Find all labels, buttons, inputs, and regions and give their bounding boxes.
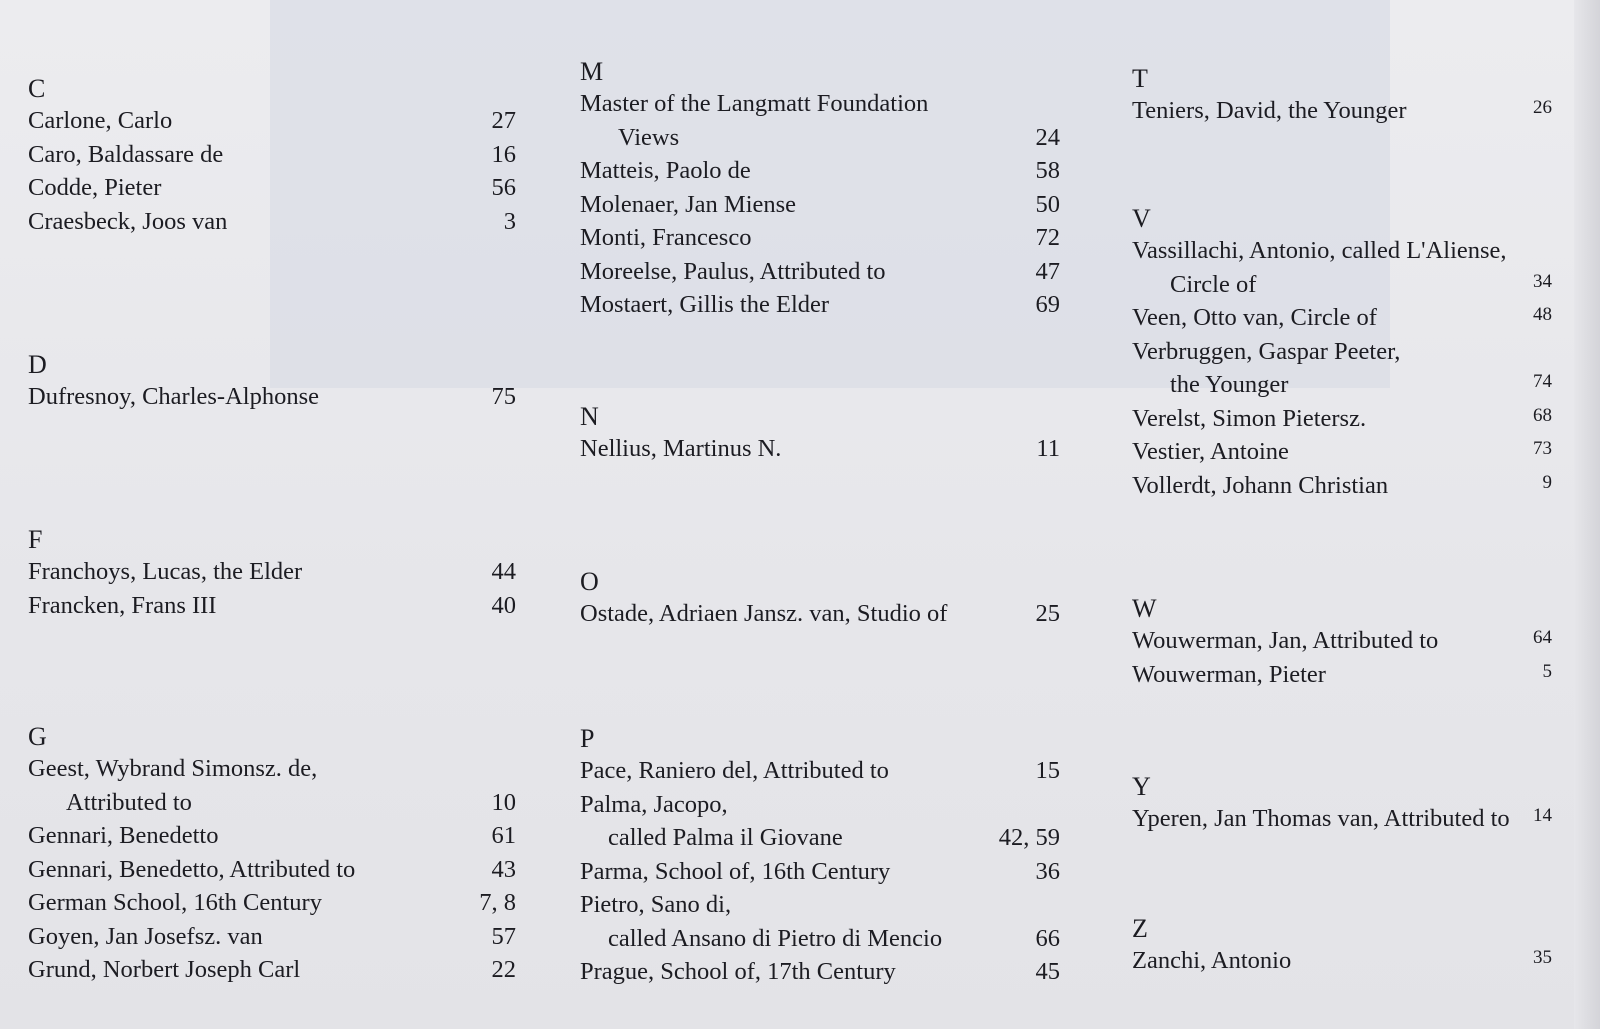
entry-name: Gennari, Benedetto <box>28 822 219 849</box>
entry-name: Teniers, David, the Younger <box>1132 97 1407 124</box>
entry-page-numbers: 73 <box>1533 438 1552 459</box>
index-entry <box>580 87 1060 121</box>
entry-page-numbers: 64 <box>1533 627 1552 648</box>
index-entry <box>28 589 516 623</box>
section-letter: Y <box>1132 772 1151 801</box>
entry-page-numbers: 24 <box>1035 123 1060 151</box>
entry-page-numbers: 56 <box>491 174 516 201</box>
index-entry <box>580 154 1060 188</box>
index-section <box>1132 594 1552 691</box>
index-entry <box>1132 469 1552 503</box>
index-entry <box>28 752 516 786</box>
index-entry <box>580 855 1060 889</box>
index-section <box>28 350 516 414</box>
index-entry <box>580 788 1060 822</box>
entry-name: Zanchi, Antonio <box>1132 947 1292 974</box>
section-letter: O <box>580 567 599 596</box>
index-entry <box>580 888 1060 922</box>
index-entry <box>28 786 516 820</box>
entry-name: Goyen, Jan Josefsz. van <box>28 922 263 950</box>
index-entry <box>1132 94 1552 128</box>
entry-page-numbers: 27 <box>491 107 516 134</box>
index-section <box>28 74 516 238</box>
entry-name: Codde, Pieter <box>28 174 162 201</box>
index-entry <box>1132 802 1552 836</box>
index-entry <box>580 597 1060 631</box>
entry-name: Franchoys, Lucas, the Elder <box>28 558 303 585</box>
index-section <box>28 722 516 987</box>
index-entry <box>1132 335 1552 369</box>
index-entry <box>580 121 1060 155</box>
entry-page-numbers: 68 <box>1533 404 1552 426</box>
entry-name: Verelst, Simon Pietersz. <box>1132 404 1367 432</box>
entry-name: Parma, School of, 16th Century <box>580 857 891 885</box>
section-letter: C <box>28 74 46 103</box>
entry-name: Moreelse, Paulus, Attributed to <box>580 257 886 285</box>
section-letter: N <box>580 402 599 431</box>
index-section <box>1132 914 1552 978</box>
entry-page-numbers: 47 <box>1035 257 1060 285</box>
index-entry <box>28 886 516 920</box>
index-entry <box>580 255 1060 289</box>
index-section <box>580 402 1060 466</box>
index-entry <box>580 955 1060 989</box>
index-entry <box>1132 658 1552 692</box>
section-letter: W <box>1132 594 1157 623</box>
entry-page-numbers: 5 <box>1542 660 1552 682</box>
entry-page-numbers: 61 <box>491 822 516 849</box>
entry-name: Palma, Jacopo, <box>580 790 728 818</box>
entry-page-numbers: 3 <box>503 207 516 235</box>
entry-page-numbers: 74 <box>1533 371 1552 392</box>
index-entry <box>28 819 516 853</box>
entry-page-numbers: 45 <box>1035 958 1060 985</box>
section-letter: V <box>1132 204 1151 233</box>
index-section <box>580 567 1060 631</box>
index-entry <box>1132 234 1552 268</box>
entry-page-numbers: 7, 8 <box>479 889 516 916</box>
entry-name: Vestier, Antoine <box>1132 438 1289 465</box>
entry-name: the Younger <box>1170 371 1289 398</box>
entry-name: Pietro, Sano di, <box>580 891 732 918</box>
entry-page-numbers: 66 <box>1035 924 1060 952</box>
index-entry <box>580 188 1060 222</box>
entry-name: Caro, Baldassare de <box>28 140 224 168</box>
entry-name: Attributed to <box>66 788 192 816</box>
index-entry <box>28 104 516 138</box>
entry-page-numbers: 14 <box>1533 805 1552 826</box>
index-entry <box>28 920 516 954</box>
entry-name: Pace, Raniero del, Attributed to <box>580 757 889 784</box>
entry-page-numbers: 10 <box>491 788 516 816</box>
index-entry <box>28 555 516 589</box>
entry-page-numbers: 57 <box>491 922 516 950</box>
entry-name: Francken, Frans III <box>28 591 217 619</box>
entry-name: Yperen, Jan Thomas van, Attributed to <box>1132 805 1510 832</box>
entry-page-numbers: 75 <box>491 383 516 410</box>
entry-name: Gennari, Benedetto, Attributed to <box>28 855 356 883</box>
section-letter: G <box>28 722 47 751</box>
entry-name: called Ansano di Pietro di Mencio <box>608 924 943 952</box>
entry-name: Prague, School of, 17th Century <box>580 958 896 985</box>
entry-name: Nellius, Martinus N. <box>580 435 782 462</box>
index-entry <box>580 221 1060 255</box>
index-entry <box>580 288 1060 322</box>
entry-name: Mostaert, Gillis the Elder <box>580 291 830 318</box>
entry-name: Matteis, Paolo de <box>580 157 751 184</box>
index-entry <box>1132 624 1552 658</box>
index-entry <box>1132 368 1552 402</box>
entry-page-numbers: 9 <box>1542 471 1552 493</box>
entry-name: Dufresnoy, Charles-Alphonse <box>28 383 319 410</box>
index-entry <box>28 171 516 205</box>
entry-name: German School, 16th Century <box>28 889 322 916</box>
entry-name: Monti, Francesco <box>580 224 752 251</box>
index-entry <box>580 754 1060 788</box>
index-entry <box>1132 268 1552 302</box>
index-section <box>580 57 1060 322</box>
entry-page-numbers: 16 <box>491 140 516 168</box>
page-edge-shadow <box>1574 0 1600 1029</box>
index-entry <box>1132 435 1552 469</box>
entry-name: Veen, Otto van, Circle of <box>1132 304 1377 331</box>
entry-name: Grund, Norbert Joseph Carl <box>28 956 301 983</box>
index-section <box>1132 772 1552 836</box>
section-letter: M <box>580 57 604 86</box>
index-section <box>1132 204 1552 502</box>
entry-name: Vassillachi, Antonio, called L'Aliense, <box>1132 237 1507 264</box>
index-entry <box>1132 402 1552 436</box>
index-entry <box>1132 944 1552 978</box>
index-entry <box>28 205 516 239</box>
index-entry <box>28 138 516 172</box>
index-entry <box>28 953 516 987</box>
index-section <box>1132 64 1552 128</box>
entry-page-numbers: 40 <box>491 591 516 619</box>
entry-page-numbers: 22 <box>491 956 516 983</box>
entry-page-numbers: 25 <box>1035 600 1060 627</box>
section-letter: Z <box>1132 914 1148 943</box>
entry-page-numbers: 43 <box>491 855 516 883</box>
index-entry <box>580 922 1060 956</box>
section-letter: T <box>1132 64 1148 93</box>
section-letter: F <box>28 525 43 554</box>
entry-name: Carlone, Carlo <box>28 107 173 134</box>
entry-page-numbers: 69 <box>1035 291 1060 318</box>
entry-page-numbers: 50 <box>1035 190 1060 218</box>
entry-name: Vollerdt, Johann Christian <box>1132 471 1389 499</box>
entry-name: Wouwerman, Pieter <box>1132 660 1326 688</box>
index-section <box>580 724 1060 989</box>
entry-name: Views <box>618 123 680 151</box>
entry-page-numbers: 58 <box>1035 157 1060 184</box>
entry-page-numbers: 26 <box>1533 97 1552 118</box>
entry-page-numbers: 48 <box>1533 304 1552 325</box>
index-entry <box>28 380 516 414</box>
section-letter: D <box>28 350 47 379</box>
entry-name: Geest, Wybrand Simonsz. de, <box>28 755 318 782</box>
index-entry <box>580 821 1060 855</box>
index-entry <box>580 432 1060 466</box>
entry-page-numbers: 11 <box>1036 435 1060 462</box>
entry-page-numbers: 15 <box>1035 757 1060 784</box>
entry-page-numbers: 35 <box>1533 947 1552 968</box>
entry-name: Ostade, Adriaen Jansz. van, Studio of <box>580 600 948 627</box>
entry-name: Craesbeck, Joos van <box>28 207 228 235</box>
entry-name: called Palma il Giovane <box>608 824 843 851</box>
entry-page-numbers: 42, 59 <box>998 824 1060 851</box>
entry-page-numbers: 44 <box>491 558 516 585</box>
entry-name: Wouwerman, Jan, Attributed to <box>1132 627 1439 654</box>
section-letter: P <box>580 724 595 753</box>
index-section <box>28 525 516 622</box>
entry-name: Verbruggen, Gaspar Peeter, <box>1132 337 1401 365</box>
entry-name: Molenaer, Jan Miense <box>580 190 797 218</box>
index-entry <box>1132 301 1552 335</box>
entry-page-numbers: 34 <box>1533 270 1552 292</box>
entry-name: Circle of <box>1170 270 1257 298</box>
entry-name: Master of the Langmatt Foundation <box>580 90 929 117</box>
entry-page-numbers: 36 <box>1035 857 1060 885</box>
entry-page-numbers: 72 <box>1035 224 1060 251</box>
index-entry <box>28 853 516 887</box>
